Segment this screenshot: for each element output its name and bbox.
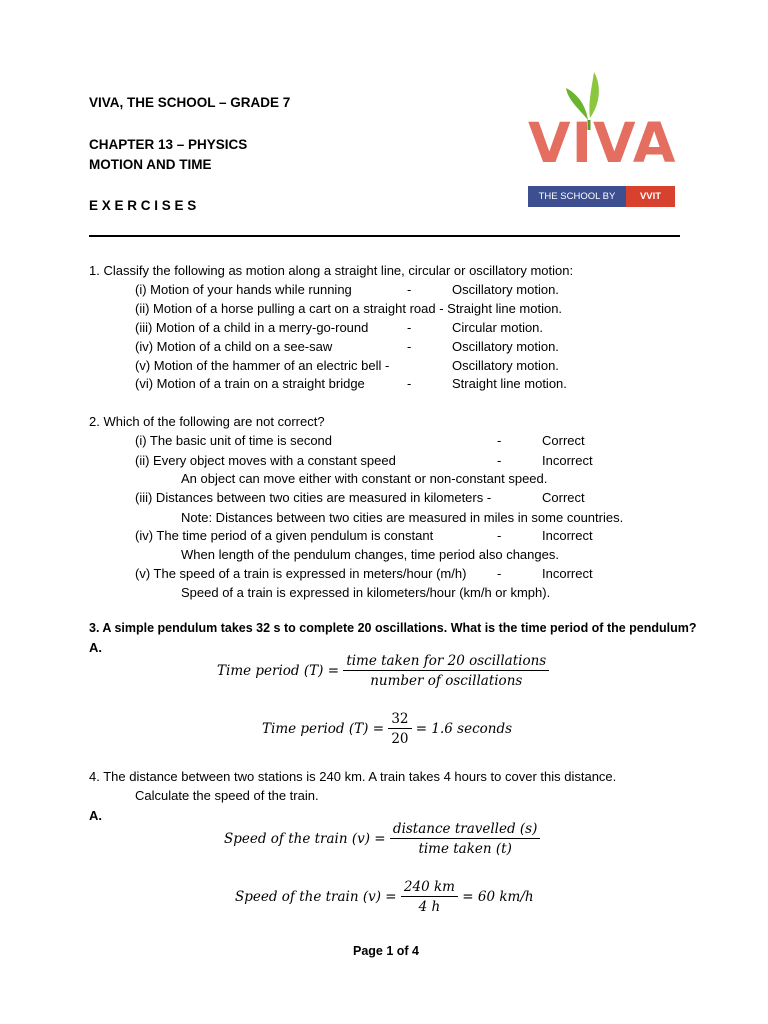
q1-question: 1. Classify the following as motion along a straight line, circular or oscillatory motion: [89,263,574,278]
logo-tagline-right: VVIT [626,186,675,207]
list-item-note: Speed of a train is expressed in kilometers/hour (km/h or kmph). [181,585,551,600]
list-item: (iv) Motion of a child on a see-saw [135,339,333,354]
formula-numerator: distance travelled (s) [390,821,540,839]
list-item-answer: Incorrect [542,453,593,468]
school-title: VIVA, THE SCHOOL – GRADE 7 [89,95,291,110]
list-item-answer: Circular motion. [452,320,544,335]
list-item-answer: Incorrect [542,528,593,543]
list-item-dash: - [407,339,412,354]
logo-wordmark: VIVA [528,111,677,175]
formula-lhs: Time period (T) = [217,663,340,679]
q3-answer-label: A. [89,640,102,655]
formula-denominator: 4 h [418,899,441,915]
formula-fraction [390,821,540,857]
formula-lhs: Speed of the train (v) = [235,889,397,905]
list-item-answer: Correct [542,433,585,448]
formula-lhs: Speed of the train (v) = [224,831,386,847]
list-item-dash: - [497,433,502,448]
list-item: (iv) The time period of a given pendulum is constant [135,528,434,543]
formula-denominator: number of oscillations [370,673,523,689]
list-item: (iii) Distances between two cities are measured in kilometers - [135,490,492,505]
list-item: (v) Motion of the hammer of an electric bell - [135,358,390,373]
chapter-title: CHAPTER 13 – PHYSICS [89,137,248,152]
list-item-answer: Oscillatory motion. [452,282,559,297]
page-number: Page 1 of 4 [353,944,419,958]
list-item-answer: Oscillatory motion. [452,339,559,354]
formula-denominator: 20 [391,731,409,747]
list-item-answer: Correct [542,490,585,505]
formula-numerator: 32 [388,711,411,729]
school-logo [528,72,676,210]
list-item: (ii) Motion of a horse pulling a cart on a straight road - Straight line motion. [135,301,563,316]
section-title: E X E R C I S E S [89,198,197,213]
formula-lhs: Time period (T) = [262,721,385,737]
list-item-answer: Incorrect [542,566,593,581]
q4-question-cont: Calculate the speed of the train. [135,788,319,803]
q3-question: 3. A simple pendulum takes 32 s to complete 20 oscillations. What is the time period of the pendulum? [89,621,697,635]
list-item-note: An object can move either with constant or non-constant speed. [181,471,548,486]
list-item-note: When length of the pendulum changes, time period also changes. [181,547,559,562]
topic-title: MOTION AND TIME [89,157,212,172]
q3-formula-2 [262,711,512,747]
formula-fraction [388,711,411,747]
list-item: (vi) Motion of a train on a straight bridge [135,376,365,391]
q4-formula-2 [235,879,534,915]
logo-tagline-left: THE SCHOOL BY [528,186,626,207]
q2-question: 2. Which of the following are not correct? [89,414,325,429]
list-item-answer: Oscillatory motion. [452,358,559,373]
formula-rhs: = 1.6 seconds [415,721,513,737]
q4-formula-1 [224,821,540,857]
list-item: (ii) Every object moves with a constant speed [135,453,396,468]
list-item: (i) The basic unit of time is second [135,433,333,448]
formula-fraction [401,879,458,915]
list-item-note: Note: Distances between two cities are measured in miles in some countries. [181,510,624,525]
list-item-dash: - [497,453,502,468]
formula-fraction [343,653,549,689]
q3-formula-1 [217,653,549,689]
list-item: (i) Motion of your hands while running [135,282,352,297]
logo-tagline-bar [528,186,675,207]
list-item-dash: - [407,320,412,335]
list-item-dash: - [407,282,412,297]
formula-denominator: time taken (t) [418,841,512,857]
formula-numerator: time taken for 20 oscillations [343,653,549,671]
list-item-answer: Straight line motion. [452,376,567,391]
q4-question: 4. The distance between two stations is 240 km. A train takes 4 hours to cover this distance. [89,769,617,784]
list-item: (v) The speed of a train is expressed in meters/hour (m/h) [135,566,467,581]
formula-rhs: = 60 km/h [462,889,534,905]
q4-answer-label: A. [89,808,102,823]
list-item: (iii) Motion of a child in a merry-go-round [135,320,369,335]
list-item-dash: - [497,566,502,581]
header-divider [89,235,680,237]
list-item-dash: - [497,528,502,543]
formula-numerator: 240 km [401,879,458,897]
list-item-dash: - [407,376,412,391]
